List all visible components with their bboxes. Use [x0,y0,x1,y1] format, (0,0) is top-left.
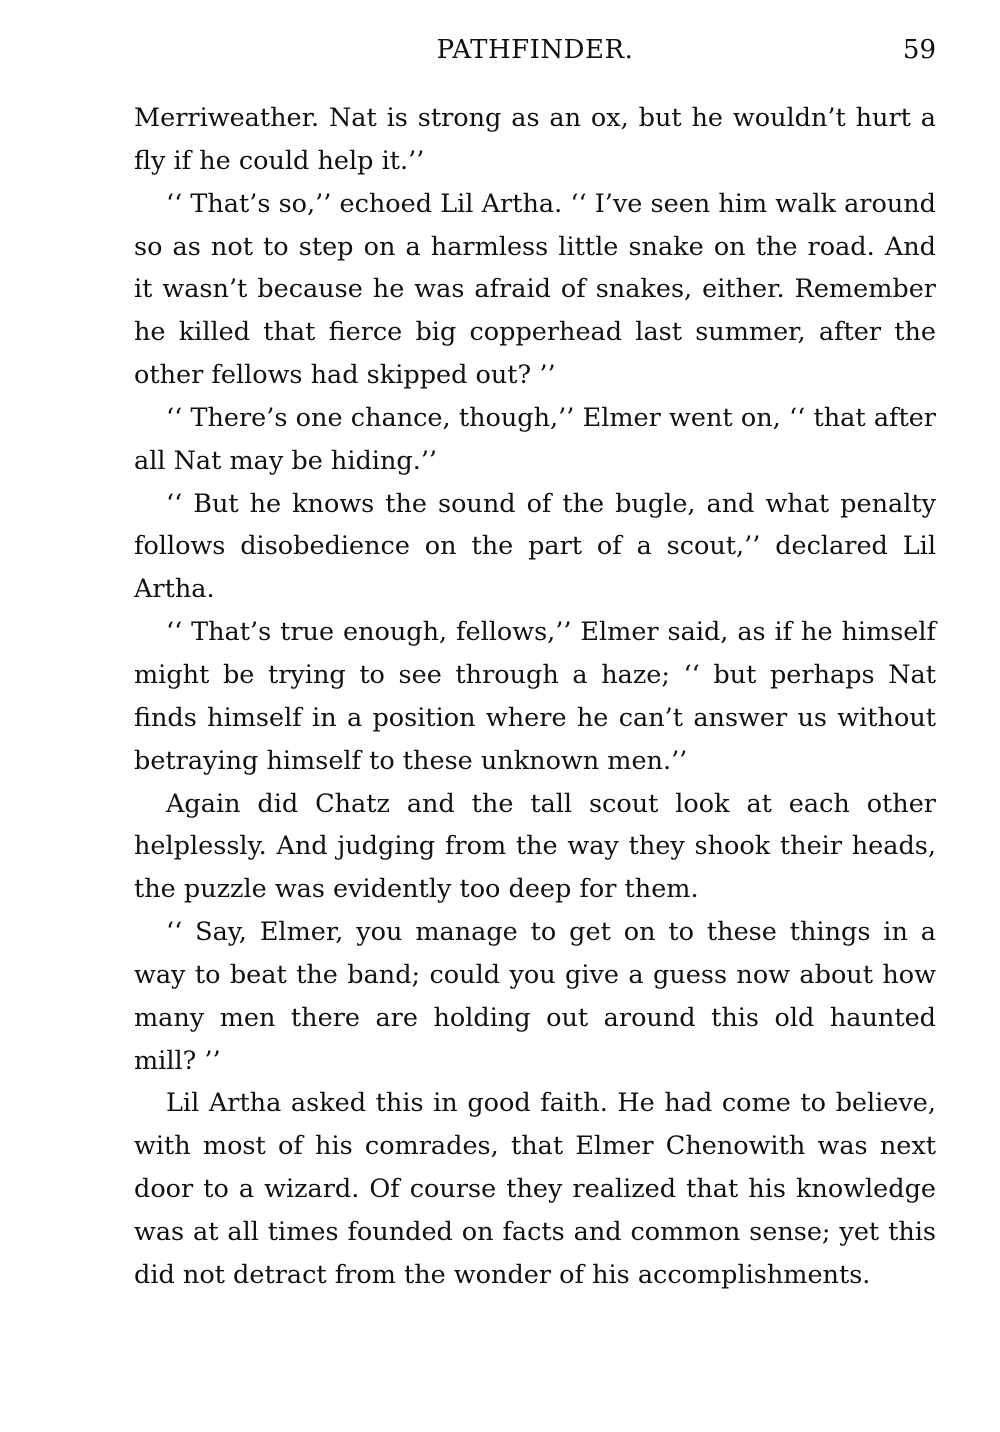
paragraph: ‘‘ There’s one chance, though,’’ Elmer went on, ‘‘ that after all Nat may be hiding.’’ [134,402,936,476]
paragraph: Lil Artha asked this in good faith. He had come to believe, with most of his comrades, that Elmer Chenowith was next door to a wizard. Of course they realized that his knowledge was at all times founded on facts and common sense; yet this did not detract from the wonder of his accomplishments. [134,1088,936,1290]
body-text [134,97,936,1297]
paragraph: ‘‘ That’s so,’’ echoed Lil Artha. ‘‘ I’ve seen him walk around so as not to step on a harmless little snake on the road. And it wasn’t because he was afraid of snakes, either. Remember he killed that fierce big copperhead last summer, after the other fellows had skipped out? ’’ [134,188,936,391]
paragraph-continuation: Merriweather. Nat is strong as an ox, but he wouldn’t hurt a fly if he could help it.’’ [134,103,936,176]
page-number: 59 [902,35,936,65]
paragraph: Again did Chatz and the tall scout look at each other helplessly. And judging from the way they shook their heads, the puzzle was evidently too deep for them. [134,788,936,905]
paragraph: ‘‘ But he knows the sound of the bugle, and what penalty follows disobedience on the part of a scout,’’ declared Lil Artha. [134,488,936,605]
paragraph: ‘‘ That’s true enough, fellows,’’ Elmer said, as if he himself might be trying to see through a haze; ‘‘ but perhaps Nat finds himself in a position where he can’t answer us without betraying himself to these unknown men.’’ [134,617,936,776]
paragraph: ‘‘ Say, Elmer, you manage to get on to these things in a way to beat the band; could you give a guess now about how many men there are holding out around this old haunted mill? ’’ [134,917,936,1076]
running-title: PATHFINDER. [436,35,634,65]
running-head [134,30,936,70]
